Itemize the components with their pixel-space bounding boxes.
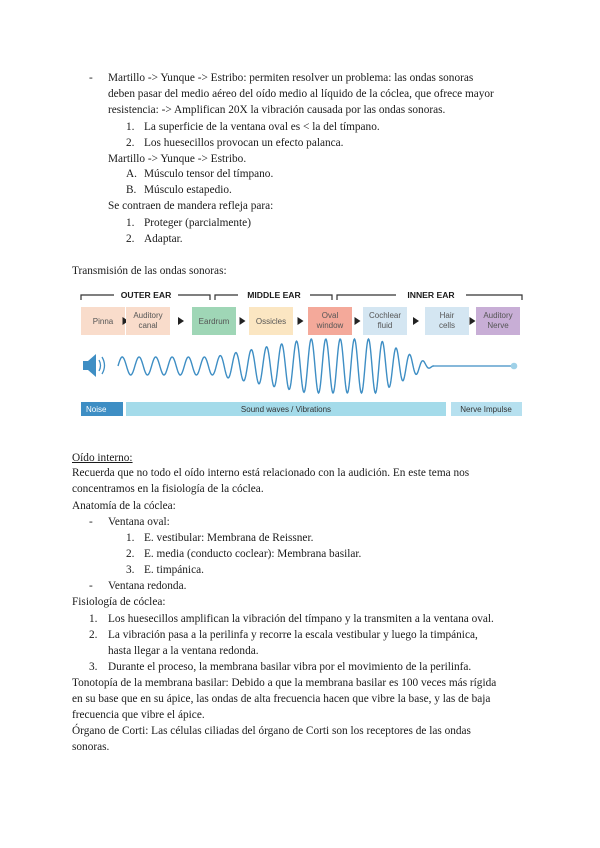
stage-label: Auditory [483,311,513,320]
paragraph-line: concentramos en la fisiología de la cóclea. [72,483,264,495]
stage-label: Eardrum [198,317,230,326]
paragraph-line: frecuencia que vibre el ápice. [72,709,205,721]
middle-ear-bracket [215,288,332,300]
list-item: Los huesecillos amplifican la vibración del tímpano y la transmiten a la ventana oval. [108,613,494,625]
list-item: E. timpánica. [144,564,204,576]
stage-label: Pinna [92,317,114,326]
paragraph-line: resistencia: -> Amplifican 20X la vibración causada por las ondas sonoras. [108,104,446,116]
paragraph-line: deben pasar del medio aéreo del oído medio al líquido de la cóclea, que ofrece mayor [108,88,494,100]
list-item: Proteger (parcialmente) [144,217,251,229]
sound-waves-label: Sound waves / Vibrations [240,405,332,414]
stage-label: window [316,321,344,330]
paragraph-line: Órgano de Corti: Las células ciliadas del órgano de Corti son los receptores de las ondas [72,725,471,737]
stage-label: Nerve [487,321,509,330]
section-heading: Transmisión de las ondas sonoras: [72,265,227,277]
list-letter: A. [126,168,137,180]
middle-ear-label: MIDDLE EAR [247,290,301,300]
stage-label: Ossicles [255,317,287,326]
paragraph-line: Martillo -> Yunque -> Estribo: permiten resolver un problema: las ondas sonoras [108,72,474,84]
ear-transmission-diagram [78,285,524,421]
outer-ear-bracket [81,288,210,300]
bullet-dash: - [89,72,93,84]
list-number: 3. [89,661,98,673]
list-letter: B. [126,184,137,196]
arrow-right-icon [178,317,184,325]
list-item: E. vestibular: Membrana de Reissner. [144,532,314,544]
paragraph-line: Martillo -> Yunque -> Estribo. [108,153,247,165]
list-number: 1. [126,121,135,133]
arrow-right-icon [298,317,304,325]
arrow-right-icon [355,317,361,325]
paragraph-line: en su base que en su ápice, las ondas de alta frecuencia hacen que vibre la base, y las de baja [72,693,491,705]
stage-label: Auditory [133,311,163,320]
bullet-dash: - [89,516,93,528]
list-item: Durante el proceso, la membrana basilar vibra por el movimiento de la perilinfa. [108,661,472,673]
list-number: 3. [126,564,135,576]
list-number: 2. [89,629,98,641]
stage-label: cells [438,321,456,330]
sound-wave [118,339,434,393]
inner-ear-label: INNER EAR [407,290,455,300]
arrow-right-icon [240,317,246,325]
list-item: Músculo estapedio. [144,184,232,196]
list-number: 2. [126,233,135,245]
paragraph-line: Recuerda que no todo el oído interno está relacionado con la audición. En este tema nos [72,467,470,479]
bullet-item: Ventana oval: [108,516,170,528]
bullet-item: Ventana redonda. [108,580,187,592]
bullet-dash: - [89,580,93,592]
stage-label: fluid [377,321,393,330]
arrow-right-icon [413,317,419,325]
list-item: E. media (conducto coclear): Membrana basilar. [144,548,362,560]
list-item: Los huesecillos provocan un efecto palanca. [144,137,344,149]
nerve-impulse-label: Nerve Impulse [460,405,512,414]
list-item: Músculo tensor del tímpano. [144,168,274,180]
arrow-right-icon [470,317,476,325]
paragraph-line: Tonotopía de la membrana basilar: Debido a que la membrana basilar es 100 veces más rígida [72,677,497,689]
paragraph-line: Se contraen de mandera refleja para: [108,200,274,212]
list-item: Adaptar. [144,233,183,245]
list-number: 2. [126,137,135,149]
noise-label: Noise [86,405,107,414]
list-number: 1. [126,532,135,544]
paragraph-line: sonoras. [72,741,110,753]
stage-label: Hair [439,311,455,320]
stage-label: Cochlear [368,311,402,320]
list-item: La vibración pasa a la perilinfa y recorre la escala vestibular y luego la timpánica, [108,629,478,641]
subheading: Fisiología de cóclea: [72,596,166,608]
speaker-icon [83,354,105,377]
subheading: Anatomía de la cóclea: [72,500,176,512]
list-number: 1. [89,613,98,625]
list-item: La superficie de la ventana oval es < la del tímpano. [144,121,380,133]
section-title: Oído interno: [72,452,133,464]
stage-label: Oval [321,311,339,320]
list-item-continuation: hasta llegar a la ventana redonda. [108,645,259,657]
stage-label: canal [138,321,158,330]
list-number: 1. [126,217,135,229]
nerve-signal-dot [511,363,518,370]
outer-ear-label: OUTER EAR [120,290,172,300]
inner-ear-bracket [337,288,522,300]
list-number: 2. [126,548,135,560]
